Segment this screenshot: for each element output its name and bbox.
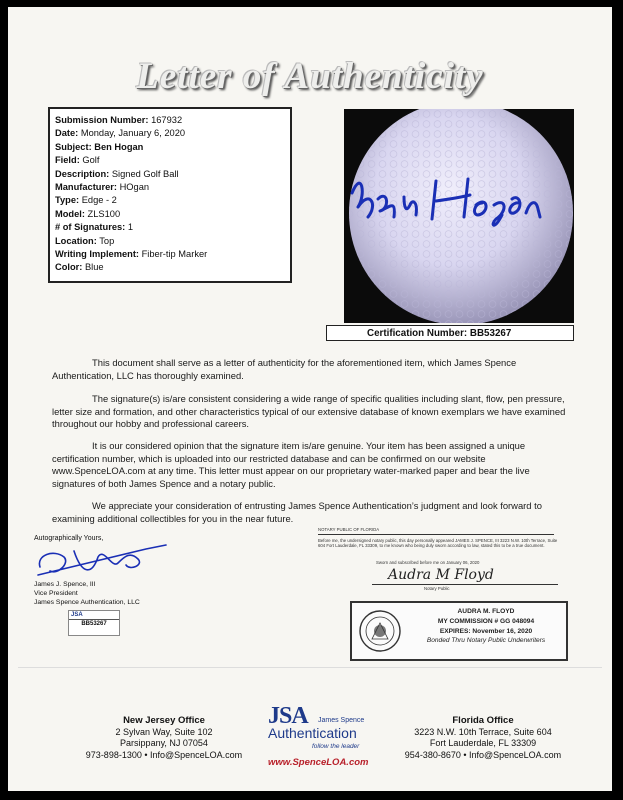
sticker-number: BB53267 bbox=[69, 619, 119, 629]
stamp-commission: MY COMMISSION # GG 048094 bbox=[437, 617, 535, 625]
cert-value: BB53267 bbox=[469, 328, 512, 339]
nj-line-3: 973-898-1300 • Info@SpenceLOA.com bbox=[85, 749, 243, 760]
body-paragraph-3: It is our considered opinion that the signature item is/are genuine. Your item has been assigned a unique certification number, which is uploaded into our restricted database and can be confirmed on our website www.SpenceLOA.com at any time. This letter must appear on our proprietary water-marked paper and bear the live signatures of both James Spence and a notary public. bbox=[52, 440, 530, 489]
notary-heading: NOTARY PUBLIC OF FLORIDA bbox=[318, 527, 380, 532]
detail-row: # of Signatures: 1 bbox=[55, 222, 134, 233]
nj-office bbox=[74, 715, 254, 761]
stamp-bonded: Bonded Thru Notary Public Underwriters bbox=[426, 637, 546, 645]
nj-line-2: Parsippany, NJ 07054 bbox=[120, 738, 208, 748]
logo-line-1: James Spence bbox=[318, 717, 365, 724]
cert-label: Certification Number: bbox=[367, 328, 468, 339]
nj-line-1: 2 Sylvan Way, Suite 102 bbox=[115, 726, 213, 737]
detail-row: Location: Top bbox=[55, 235, 115, 246]
logo-line-2: Authentication bbox=[268, 725, 357, 741]
fl-line-3: 954-380-8670 • Info@SpenceLOA.com bbox=[404, 749, 562, 760]
footer-divider bbox=[18, 667, 602, 668]
nj-office-title: New Jersey Office bbox=[123, 715, 205, 726]
body-paragraph-4: We appreciate your consideration of entrusting James Spence Authentication’s judgment and look forward to examining additional collectibles for you in the near future. bbox=[52, 500, 542, 524]
detail-row: Manufacturer: HOgan bbox=[55, 182, 150, 193]
body-paragraph-2: The signature(s) is/are consistent considering a wide range of specific qualities including slant, flow, pen pressure, letter size and formation, and other characteristics typical of our extensive database of known exemplars we have examined throughout our hobby and professional careers. bbox=[52, 393, 566, 430]
fl-line-2: Fort Lauderdale, FL 33309 bbox=[429, 738, 537, 748]
spence-signature bbox=[34, 541, 170, 579]
fl-line-1: 3223 N.W. 10th Terrace, Suite 604 bbox=[414, 726, 552, 737]
jsa-logo bbox=[248, 703, 378, 775]
authentication-sticker bbox=[68, 610, 120, 636]
fl-office bbox=[388, 715, 578, 761]
body-paragraph-1: This document shall serve as a letter of authenticity for the aforementioned item, which James Spence Authentication, LLC has thoroughly examined. bbox=[52, 357, 517, 381]
item-photo bbox=[344, 109, 574, 323]
detail-row: Field: Golf bbox=[55, 155, 100, 166]
notary-public-label: Notary Public bbox=[424, 586, 450, 591]
detail-row: Color: Blue bbox=[55, 262, 104, 273]
detail-row: Model: ZLS100 bbox=[55, 208, 121, 219]
notary-seal-icon bbox=[358, 609, 402, 653]
notary-sworn-line: Sworn and subscribed before me on January 06, 2020 bbox=[376, 560, 480, 565]
signoff-block bbox=[34, 580, 140, 608]
stamp-text bbox=[408, 607, 564, 646]
logo-url: www.SpenceLOA.com bbox=[268, 757, 369, 768]
logo-jsa: JSA bbox=[268, 703, 308, 729]
item-details-box bbox=[48, 107, 292, 283]
sticker-logo: JSA bbox=[71, 612, 83, 618]
notary-divider bbox=[318, 534, 554, 535]
stamp-name: AUDRA M. FLOYD bbox=[457, 608, 515, 615]
notary-statement: Before me, the undersigned notary public, this day personally appeared JAMES J. SPENCE, III 3223 N.W. 10th Terrace, Suite 604 Fort Lauderdale, FL 33309, to me known who being duly sworn according to law, stated this to be a true document. bbox=[318, 538, 558, 549]
signer-company: James Spence Authentication, LLC bbox=[34, 599, 140, 607]
fl-office-title: Florida Office bbox=[452, 715, 514, 726]
closing-text: Autographically Yours, bbox=[34, 535, 104, 542]
golf-ball-image bbox=[344, 109, 574, 323]
stamp-expires: EXPIRES: November 16, 2020 bbox=[439, 627, 533, 635]
notary-signature: Audra M Floyd bbox=[388, 567, 494, 583]
detail-row: Writing Implement: Fiber-tip Marker bbox=[55, 249, 208, 260]
letter-page bbox=[8, 7, 612, 791]
logo-tagline: follow the leader bbox=[312, 743, 360, 750]
detail-row: Subject: Ben Hogan bbox=[55, 141, 144, 152]
detail-row: Date: Monday, January 6, 2020 bbox=[55, 128, 186, 139]
notary-signature-line bbox=[372, 584, 558, 585]
certification-number-box bbox=[326, 325, 574, 341]
signer-name: James J. Spence, III bbox=[34, 581, 96, 588]
letter-title: Letter of Authenticity bbox=[136, 56, 484, 97]
detail-row: Type: Edge - 2 bbox=[55, 195, 117, 206]
signer-role: Vice President bbox=[34, 590, 78, 598]
detail-row: Submission Number: 167932 bbox=[55, 115, 183, 125]
detail-row: Description: Signed Golf Ball bbox=[55, 168, 179, 179]
notary-stamp bbox=[350, 601, 568, 661]
